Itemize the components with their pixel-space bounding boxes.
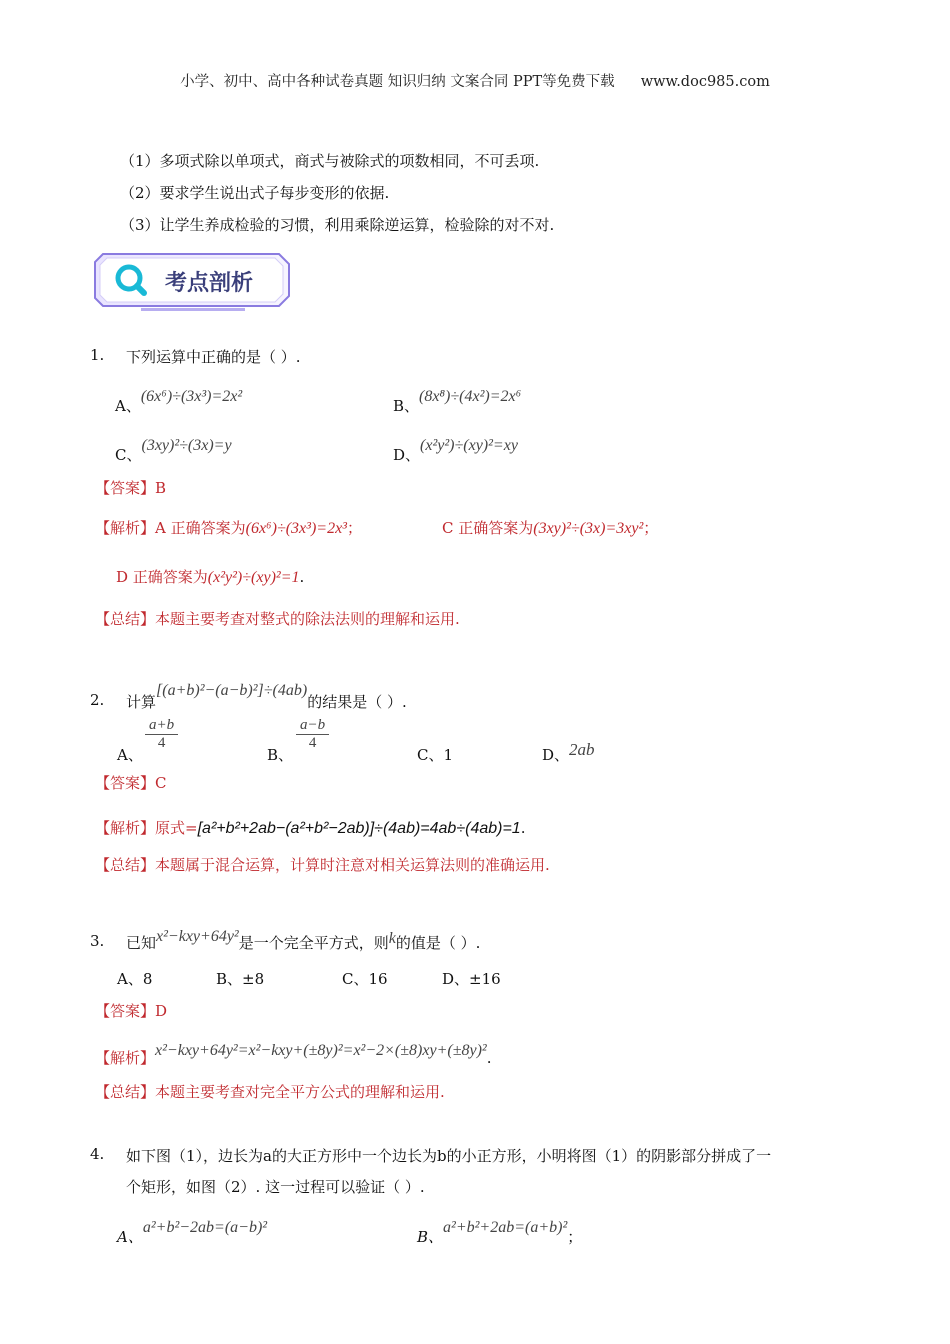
q1-option-d — [393, 437, 518, 465]
page-header — [0, 70, 950, 91]
note-1: （1）多项式除以单项式，商式与被除式的项数相同，不可丢项. — [120, 152, 540, 170]
q1-summary: 【总结】本题主要考查对整式的除法法则的理解和运用. — [95, 610, 460, 628]
option-label: B、 — [417, 1228, 444, 1246]
q2-option-c: C、1 — [417, 746, 454, 764]
q2-option-b-fraction — [296, 717, 329, 752]
analysis-expr: [a²+b²+2ab−(a²+b²−2ab)]÷(4ab)=4ab÷(4ab)=1 — [197, 820, 521, 837]
section-badge — [93, 248, 293, 312]
q2-option-b — [267, 744, 293, 765]
option-label: B、 — [267, 746, 294, 764]
analysis-c-expr: (3xy)²÷(3x)=3xy² — [533, 520, 644, 537]
q4-option-b — [417, 1219, 583, 1247]
analysis-a-expr: (6x⁶)÷(3x³)=2x³ — [245, 520, 347, 537]
option-label: A、 — [115, 397, 141, 415]
analysis-c: C 正确答案为 — [442, 519, 534, 537]
denominator: 4 — [157, 735, 166, 751]
q3-mid: 是一个完全平方式，则 — [238, 934, 389, 952]
option-label: A、 — [117, 746, 143, 764]
q2-analysis — [95, 817, 525, 838]
search-icon — [115, 264, 147, 296]
q3-text — [126, 928, 481, 953]
fraction — [296, 717, 329, 752]
option-label: D、 — [542, 746, 570, 764]
end-period: . — [299, 568, 305, 586]
analysis-d-expr: (x²y²)÷(xy)²=1 — [207, 569, 300, 586]
badge-title: 考点剖析 — [165, 271, 254, 296]
q1-analysis — [95, 517, 362, 538]
separator: ； — [346, 519, 362, 537]
q2-pre: 计算 — [126, 693, 157, 711]
q3-summary: 【总结】本题主要考查对完全平方公式的理解和运用. — [95, 1083, 445, 1101]
analysis-tag: 【解析】 — [95, 519, 156, 537]
q4-line-2: 个矩形，如图（2）. 这一过程可以验证（ ）. — [126, 1178, 425, 1196]
q2-option-a — [117, 744, 143, 765]
analysis-tag: 【解析】 — [95, 1049, 156, 1067]
numerator: a+b — [145, 717, 178, 735]
note-3: （3）让学生养成检验的习惯，利用乘除逆运算，检验除的对不对. — [120, 216, 555, 234]
numerator: a−b — [296, 717, 329, 735]
q1-answer: 【答案】B — [95, 479, 167, 497]
q2-number: 2. — [90, 691, 105, 709]
analysis-pre: 原式= — [155, 819, 198, 837]
analysis-tag: 【解析】 — [95, 819, 156, 837]
option-label: D、 — [393, 446, 421, 464]
option-expr: (6x⁶)÷(3x³)=2x² — [140, 388, 243, 405]
option-expr: (3xy)²÷(3x)=y — [141, 437, 232, 454]
denominator: 4 — [308, 735, 317, 751]
q3-option-c: C、16 — [342, 970, 388, 988]
q4-number: 4. — [90, 1145, 105, 1163]
option-label: B、 — [393, 397, 420, 415]
option-expr: (8x⁸)÷(4x²)=2x⁶ — [419, 388, 522, 405]
q2-text — [126, 682, 407, 712]
q2-expr: [(a+b)²−(a−b)²]÷(4ab) — [156, 682, 308, 699]
q3-post: 的值是（ ）. — [395, 934, 481, 952]
option-expr: (x²y²)÷(xy)²=xy — [420, 437, 518, 454]
q3-option-b: B、±8 — [216, 970, 265, 988]
header-site: www.doc985.com — [640, 74, 770, 90]
option-label: C、 — [115, 446, 142, 464]
q2-summary: 【总结】本题属于混合运算，计算时注意对相关运算法则的准确运用. — [95, 856, 550, 874]
end-period: . — [486, 1049, 492, 1067]
q2-option-d — [542, 740, 595, 765]
q3-option-a: A、8 — [117, 970, 153, 988]
header-text: 小学、初中、高中各种试卷真题 知识归纳 文案合同 PPT等免费下载 — [180, 74, 615, 90]
q3-answer: 【答案】D — [95, 1002, 168, 1020]
q3-k: k — [388, 930, 396, 947]
q4-option-a — [117, 1219, 268, 1247]
q3-number: 3. — [90, 932, 105, 950]
option-expr: a²+b²+2ab=(a+b)² — [443, 1219, 568, 1236]
q4-line-1: 如下图（1），边长为a的大正方形中一个边长为b的小正方形，小明将图（1）的阴影部分拼成了一 — [126, 1147, 772, 1165]
analysis-d: D 正确答案为 — [116, 568, 208, 586]
analysis-expr: x²−kxy+64y²=x²−kxy+(±8y)²=x²−2×(±8)xy+(±8y)² — [155, 1042, 487, 1059]
q3-expr: x²−kxy+64y² — [156, 928, 239, 945]
separator: ； — [567, 1228, 583, 1246]
q3-analysis — [95, 1042, 492, 1068]
note-2: （2）要求学生说出式子每步变形的依据. — [120, 184, 390, 202]
fraction — [145, 717, 178, 752]
option-label: A、 — [117, 1228, 143, 1246]
q3-pre: 已知 — [126, 934, 157, 952]
q2-post: 的结果是（ ）. — [307, 693, 407, 711]
q3-option-d: D、±16 — [442, 970, 501, 988]
q1-option-c — [115, 437, 232, 465]
option-expr: 2ab — [569, 740, 595, 759]
q1-analysis-d — [116, 566, 304, 587]
separator: ； — [643, 519, 659, 537]
q2-answer: 【答案】C — [95, 774, 167, 792]
q1-text: 下列运算中正确的是（ ）. — [126, 348, 301, 366]
option-expr: a²+b²−2ab=(a−b)² — [142, 1219, 268, 1236]
q1-option-b — [393, 388, 522, 416]
q2-option-a-fraction — [145, 717, 178, 752]
q1-analysis-c — [442, 517, 658, 538]
q1-option-a — [115, 388, 243, 416]
end-period: . — [520, 819, 526, 837]
analysis-a: A 正确答案为 — [155, 519, 246, 537]
q1-number: 1. — [90, 346, 105, 364]
